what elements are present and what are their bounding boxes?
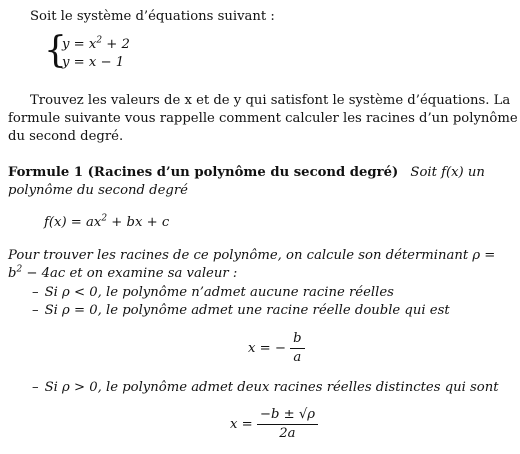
determinant-line-1: Pour trouver les racines de ce polynôme, on calcule son déterminant ρ =: [8, 248, 496, 263]
determinant-line-2: $b^2 - 4ac$ et on examine sa valeur :: [8, 264, 238, 281]
case-zero: – Si ρ = 0, le polynôme admet une racine réelle double qui est: [32, 303, 450, 318]
formula-title: Formule 1 (Racines d’un polynôme du second degré): [8, 165, 399, 180]
equation-2: y = x − 1: [62, 55, 125, 70]
fraction-b-over-a: $\frac{b}{a}$: [290, 330, 304, 367]
double-root-formula: x = − $\frac{b}{a}$: [248, 330, 305, 367]
equation-1: $y = x^2 + 2$: [62, 35, 130, 52]
task-line-3: du second degré.: [8, 129, 124, 144]
fraction-quadratic: $\frac{-b \pm √\rho}{2a}$: [257, 406, 318, 443]
case-positive: – Si ρ > 0, le polynôme admet deux racines réelles distinctes qui sont: [32, 380, 499, 395]
two-roots-formula: x = $\frac{-b \pm √\rho}{2a}$: [230, 406, 318, 443]
bullet-dash: –: [32, 380, 39, 395]
task-line-2: formule suivante vous rappelle comment calculer les racines d’un polynôme: [8, 111, 518, 126]
bullet-dash: –: [32, 303, 39, 318]
formula-title-tail: Soit f(x) un: [410, 165, 485, 180]
formula-heading: [8, 164, 485, 181]
task-line-1: Trouvez les valeurs de x et de y qui satisfont le système d’équations. La: [30, 93, 511, 108]
intro-text: Soit le système d’équations suivant :: [30, 9, 275, 24]
formula-subtitle: polynôme du second degré: [8, 183, 188, 198]
polynomial-definition: $f(x) = ax^2$ + bx + c: [44, 213, 170, 230]
left-brace-icon: {: [44, 30, 67, 71]
bullet-dash: –: [32, 285, 39, 300]
case-negative: – Si ρ < 0, le polynôme n’admet aucune racine réelles: [32, 285, 394, 300]
